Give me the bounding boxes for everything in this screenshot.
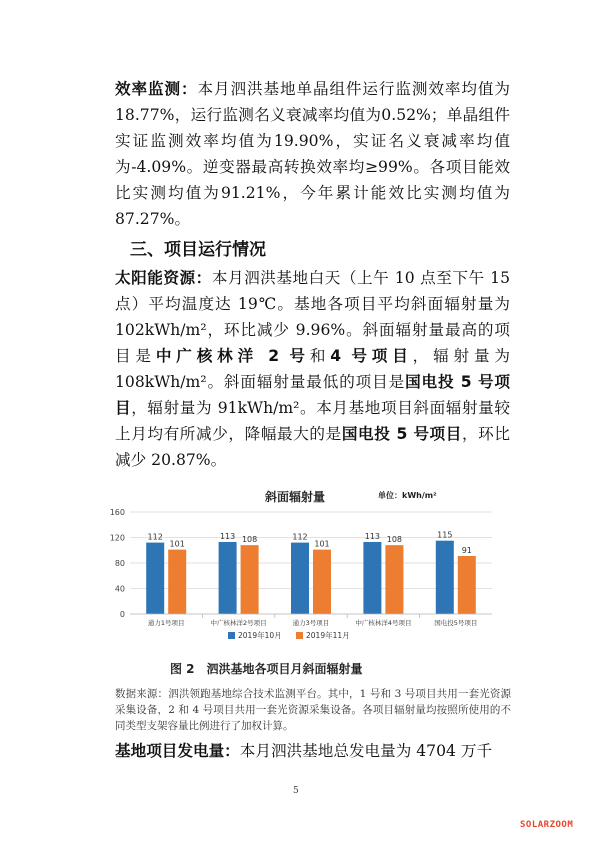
bar [458,556,476,614]
bar [241,545,259,614]
data-label: 112 [292,532,308,542]
data-label: 101 [169,539,185,549]
watermark-logo: SOLARZOOM [520,820,574,830]
data-label: 115 [437,530,453,540]
bar [313,550,331,614]
data-label: 112 [147,532,163,542]
y-tick-label: 160 [109,508,125,517]
figure-caption: 图 2 泗洪基地各项目月斜面辐射量 [170,662,363,676]
bar [146,543,164,614]
generation-paragraph [115,738,510,764]
generation-label: 基地项目发电量： [115,742,240,760]
solar-text-2: 和 [309,347,331,365]
efficiency-label: 效率监测： [115,80,198,98]
efficiency-text: 本月泗洪基地单晶组件运行监测效率均值为18.77%，运行监测名义衰减率均值为0.52%；单晶组件实证监测效率均值为19.90%，实证名义衰减率均值为-4.09%。逆变器最高转换效率均≥99%。各项目能效比实测均值为91.21%，今年累计能效比实测均值为87.27%。 [115,80,510,228]
solar-paragraph [115,265,510,473]
solar-bold-2: 4 号项目 [330,347,413,365]
chart-title: 斜面辐射量 [265,490,326,504]
radiation-chart [100,488,500,648]
legend-label: 2019年11月 [306,631,350,640]
solar-text-4: ，辐射量为 91kWh/m²。本月基地项目斜面辐射量较上月均有所减少，降幅最大的是 [115,399,510,443]
x-tick-label: 通力1号项目 [147,619,185,627]
bar [168,550,186,614]
data-label: 108 [241,535,258,545]
legend-label: 2019年10月 [238,631,282,640]
solar-text-1: 本月泗洪基地白天（上午 10 点至下午 15 点）平均温度达 19℃。基地各项目平均斜面辐射量为102kWh/m²，环比减少 9.96%。斜面辐射量最高的项目是 [115,269,510,365]
data-label: 101 [314,539,330,549]
bar [291,543,309,614]
chart-unit: 单位：kWh/m² [378,491,437,500]
x-tick-label: 中广核林洋2号项目 [210,619,267,627]
page-number: 5 [293,786,299,796]
x-tick-label: 通力3号项目 [292,619,330,627]
data-label: 113 [364,531,381,541]
solar-text-3: ，辐射量为 108kWh/m²。斜面辐射量最低的项目是 [115,347,510,391]
data-label: 91 [461,545,472,555]
y-tick-label: 80 [114,559,125,568]
bar [436,541,454,614]
data-label: 108 [386,535,403,545]
solar-label: 太阳能资源： [115,269,212,287]
x-tick-label: 国电投5号项目 [434,619,478,627]
data-label: 113 [219,531,236,541]
legend-swatch [228,632,235,639]
bar [385,545,403,614]
solar-bold-4: 国电投 5 号项目 [341,425,462,443]
legend-swatch [296,632,303,639]
y-tick-label: 40 [114,584,125,594]
y-tick-label: 0 [119,610,125,619]
solar-text-5: ，环比减少 20.87%。 [115,425,510,469]
solar-bold-3: 国电投 5 号项目 [115,373,510,417]
source-note: 数据来源：泗洪领跑基地综合技术监测平台。其中，1 号和 3 号项目共用一套光资源采集设备，2 和 4 号项目共用一套光资源采集设备。各项目辐射量均按照所使用的不同类型支架容量比例进行了加权计算。 [115,688,511,732]
section-heading: 三、项目运行情况 [130,240,266,260]
x-tick-label: 中广核林洋4号项目 [355,619,412,627]
solar-bold-1: 中广核林洋 2 号 [155,347,310,365]
chart-svg [100,488,500,648]
bar [363,542,381,614]
generation-text: 本月泗洪基地总发电量为 4704 万千 [239,742,493,760]
y-tick-label: 120 [109,533,125,543]
efficiency-paragraph [115,76,510,232]
bar [219,542,237,614]
